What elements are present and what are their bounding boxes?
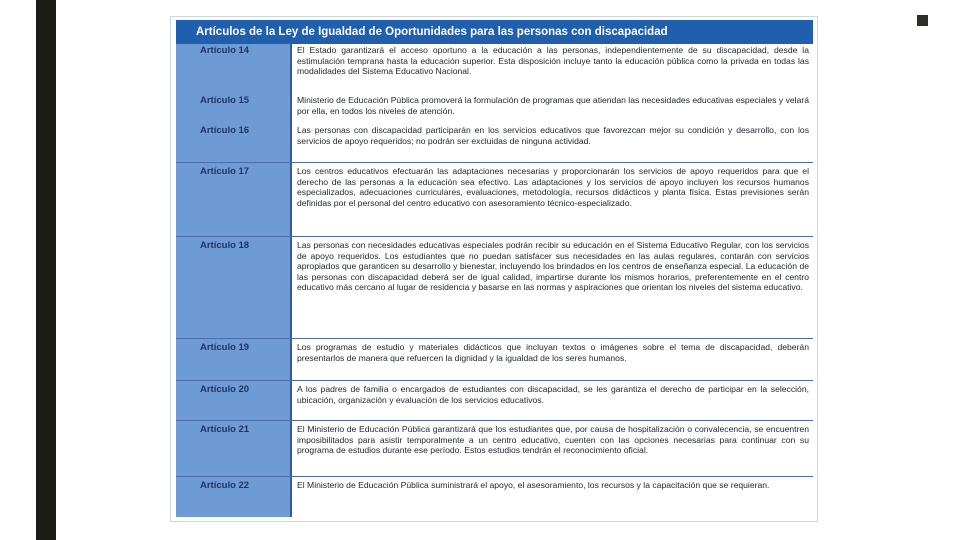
article-text: Las personas con discapacidad participarán en los servicios educativos que favorezcan mejor su condición y desarrollo, con los servicios de apoyo requeridos; no podrán ser excluidas de ninguna actividad. bbox=[297, 125, 809, 146]
article-label: Artículo 18 bbox=[200, 240, 250, 251]
article-label: Artículo 19 bbox=[200, 342, 250, 353]
article-text: Las personas con necesidades educativas especiales podrán recibir su educación en el Sistema Educativo Regular, con los servicios de apoyo requeridos. Los estudiantes que no puedan satisfacer sus necesidades en las aulas regulares, contarán con servicios apropiados que garanticen su desarrollo y bienestar, incluyendo los brindados en los centros de enseñanza especial. La educación de las personas con discapacidad deberá ser de igual calidad, impartirse durante los mismos horarios, preferentemente en el centro educativo más cercano al lugar de residencia y basarse en las normas y aspiraciones que orientan los niveles del sistema educativo. bbox=[297, 240, 809, 293]
article-label: Artículo 15 bbox=[200, 95, 250, 106]
article-row-21 bbox=[176, 423, 813, 477]
article-row-14 bbox=[176, 44, 813, 92]
article-text: Los centros educativos efectuarán las adaptaciones necesarias y proporcionarán los servicios de apoyo requeridos para que el derecho de las personas a la educación sea efectivo. Las adaptaciones y los servicios de apoyo incluyen los recursos humanos especializados, adecuaciones curriculares, evaluaciones, metodología, recursos didácticos y planta física. Estas previsiones serán definidas por el personal del centro educativo con asesoramiento técnico-especializado. bbox=[297, 166, 809, 208]
article-label: Artículo 17 bbox=[200, 166, 250, 177]
article-label: Artículo 14 bbox=[200, 45, 250, 56]
article-text: El Ministerio de Educación Pública garantizará que los estudiantes que, por causa de hospitalización o convalecencia, se encuentren imposibilitados para asistir temporalmente a un centro educativo, cuenten con las opciones necesarias para continuar con su programa de estudios durante ese período. Estos estudios tendrán el reconocimiento oficial. bbox=[297, 424, 809, 456]
article-label: Artículo 21 bbox=[200, 424, 250, 435]
article-row-22 bbox=[176, 479, 813, 515]
article-row-19 bbox=[176, 341, 813, 381]
article-label: Artículo 22 bbox=[200, 480, 250, 491]
article-row-18 bbox=[176, 239, 813, 339]
article-text: El Ministerio de Educación Pública suministrará el apoyo, el asesoramiento, los recursos y la capacitación que se requieran. bbox=[297, 480, 770, 490]
article-label: Artículo 16 bbox=[200, 125, 250, 136]
corner-square-bullet bbox=[917, 15, 928, 26]
article-row-15 bbox=[176, 94, 813, 122]
article-text: A los padres de familia o encargados de estudiantes con discapacidad, se les garantiza el derecho de participar en la selección, ubicación, organización y evaluación de los servicios educativos. bbox=[297, 384, 809, 405]
article-text: El Estado garantizará el acceso oportuno a la educación a las personas, independientemente de su discapacidad, desde la estimulación temprana hasta la educación superior. Esta disposición incluye tanto la educación pública como la privada en todas las modalidades del Sistema Educativo Nacional. bbox=[297, 45, 809, 77]
left-dark-bar bbox=[36, 0, 56, 540]
article-text: Ministerio de Educación Pública promoverá la formulación de programas que atiendan las necesidades educativas especiales y velará por ella, en todos los niveles de atención. bbox=[297, 95, 809, 116]
law-articles-table bbox=[170, 16, 818, 522]
table-body bbox=[176, 44, 813, 517]
article-row-20 bbox=[176, 383, 813, 421]
article-text: Los programas de estudio y materiales didácticos que incluyan textos o imágenes sobre el tema de discapacidad, deberán presentarlos de manera que refuercen la dignidad y la igualdad de los seres humanos. bbox=[297, 342, 809, 363]
table-title: Artículos de la Ley de Igualdad de Oportunidades para las personas con discapacidad bbox=[176, 20, 813, 44]
article-row-16 bbox=[176, 124, 813, 163]
article-row-17 bbox=[176, 165, 813, 237]
article-label: Artículo 20 bbox=[200, 384, 250, 395]
